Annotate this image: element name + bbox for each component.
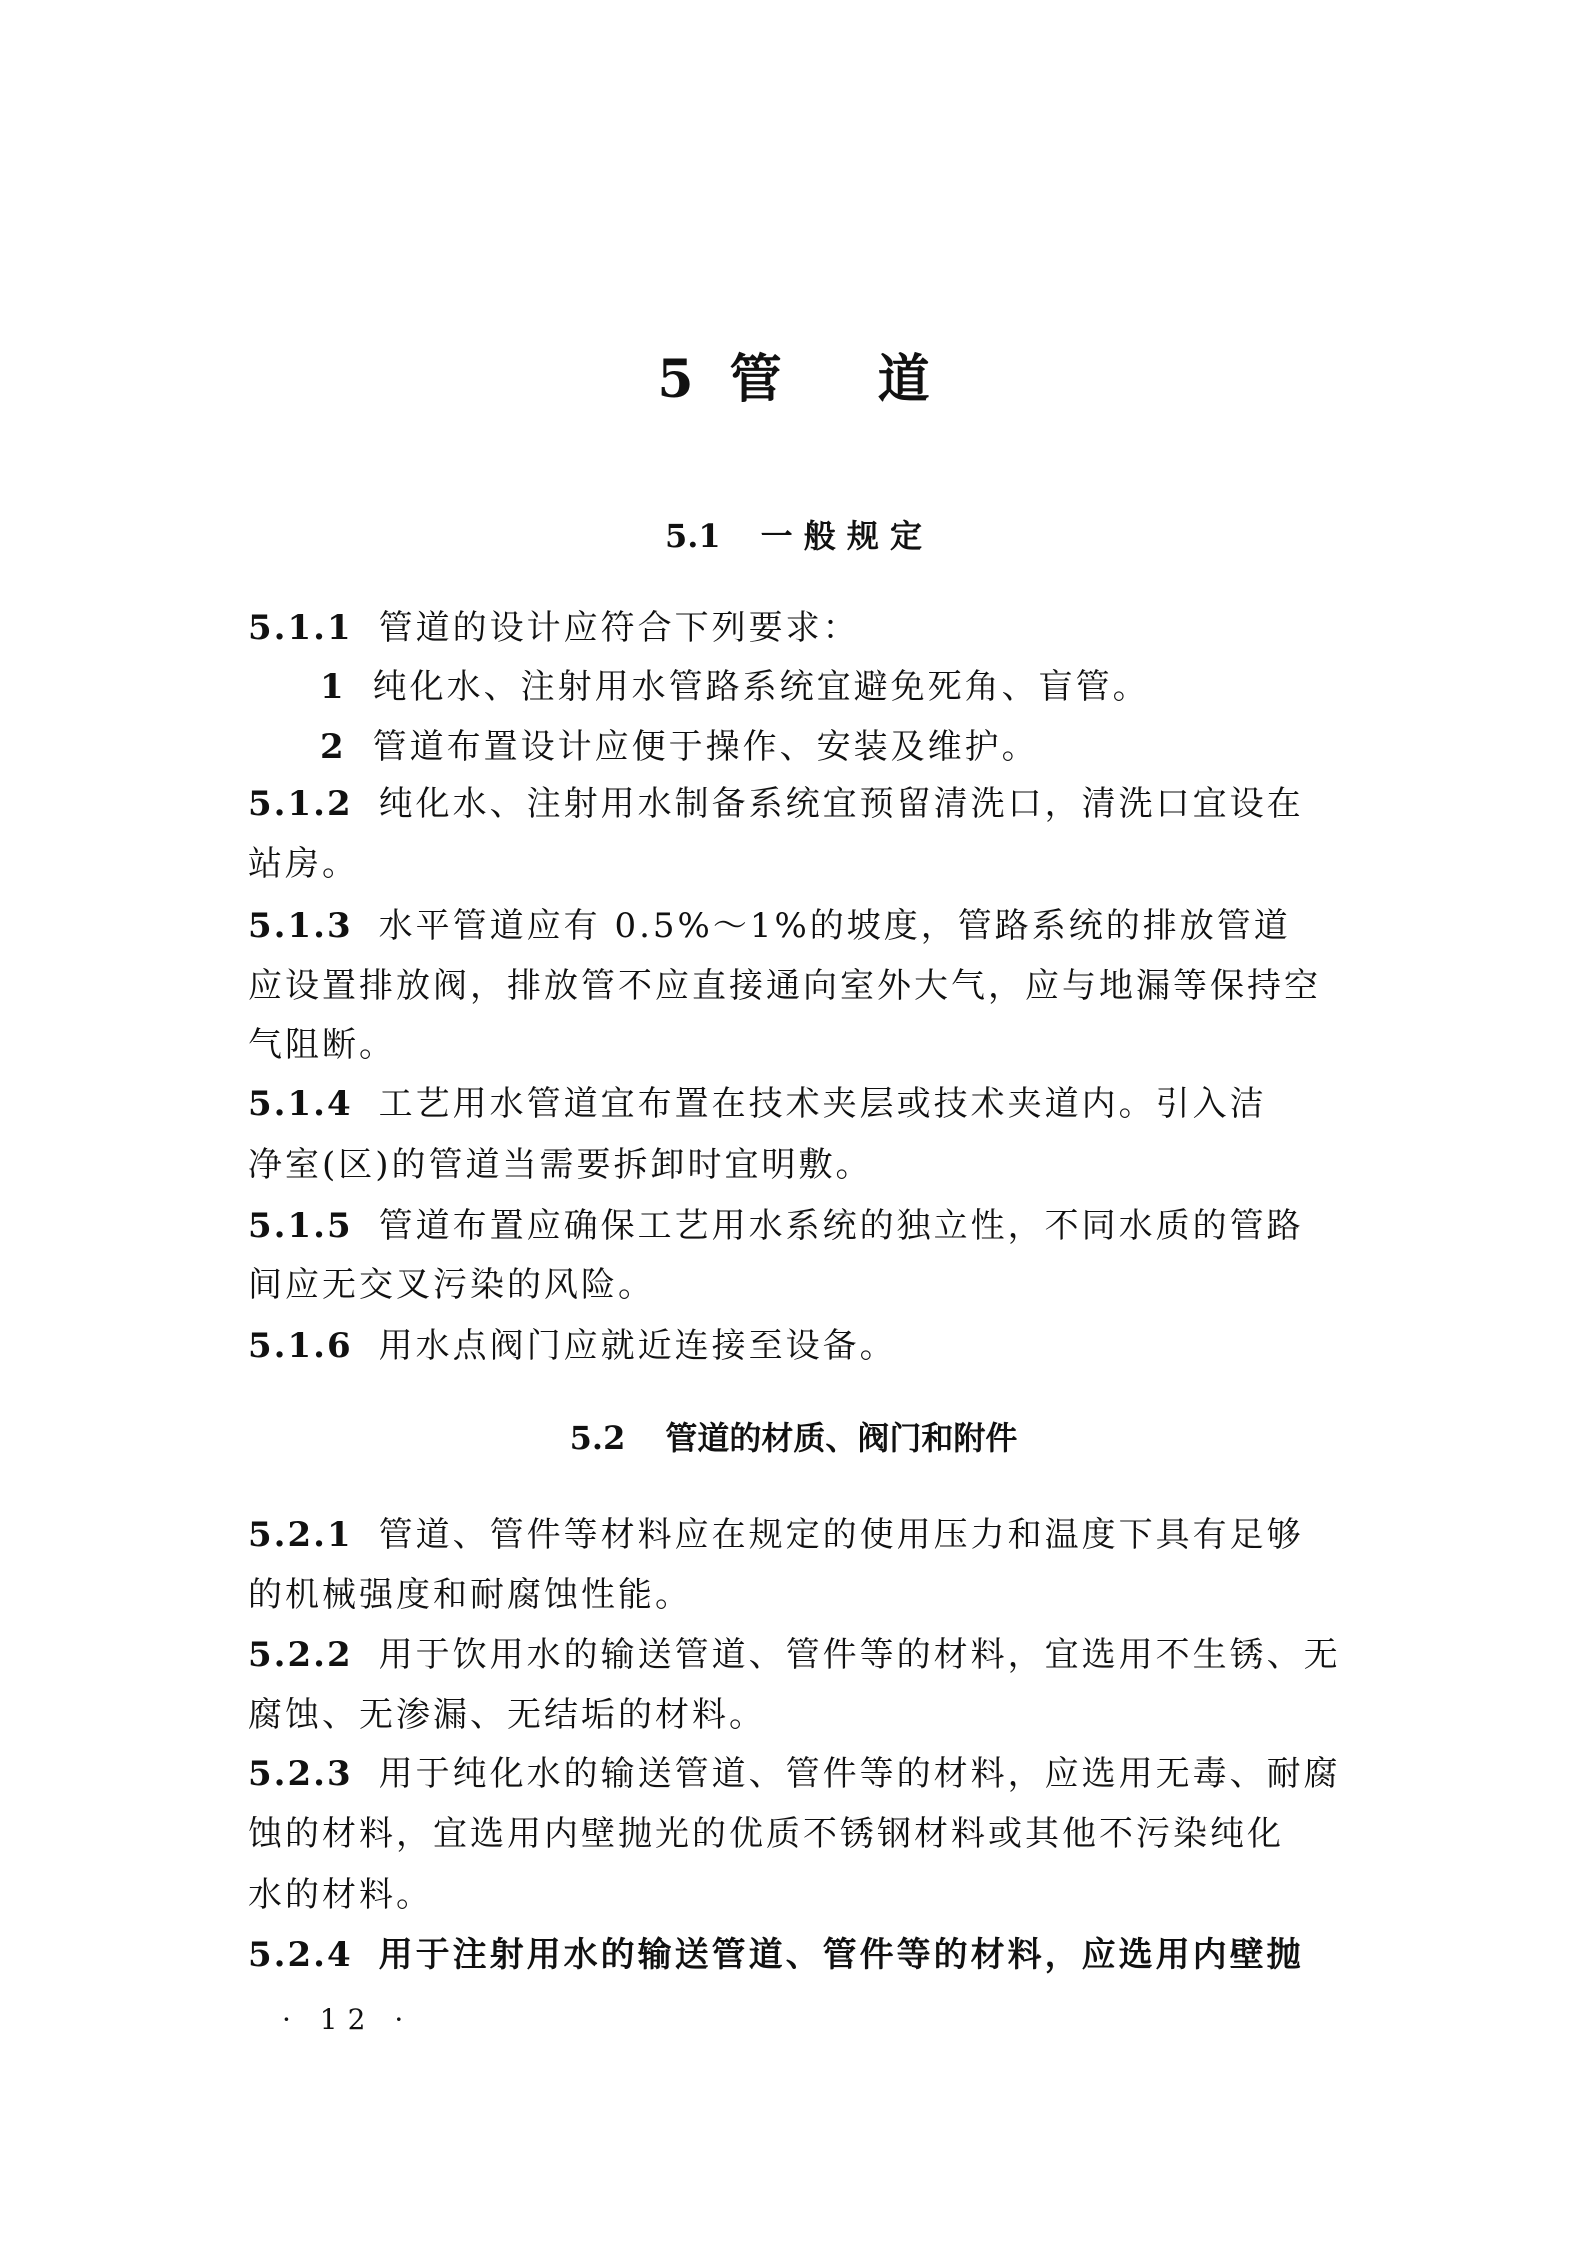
clause-number: 5.2.3: [248, 1754, 353, 1794]
section-number: 5.2: [569, 1419, 626, 1457]
clause-continuation: 气阻断。: [248, 1025, 396, 1065]
section-title-5-2: [0, 1415, 1587, 1461]
clause-5-2-4: [248, 1932, 1360, 1978]
clause-5-1-1: [248, 605, 1360, 651]
clause-continuation: 应设置排放阀，排放管不应直接通向室外大气，应与地漏等保持空: [248, 966, 1321, 1006]
chapter-title-word-1: 管: [729, 349, 782, 410]
clause-text: 管道、管件等材料应在规定的使用压力和温度下具有足够: [378, 1515, 1304, 1555]
clause-5-2-1: [248, 1512, 1360, 1558]
chapter-title-word-2: 道: [877, 349, 930, 410]
page-number: · 12 ·: [282, 2003, 414, 2036]
section-title-5-1: [0, 513, 1587, 559]
clause-text: 水平管道应有 0.5%～1%的坡度，管路系统的排放管道: [378, 906, 1291, 946]
clause-number: 5.2.2: [248, 1635, 353, 1675]
item-text: 纯化水、注射用水管路系统宜避免死角、盲管。: [372, 667, 1150, 707]
chapter-number: 5: [657, 349, 694, 410]
clause-continuation: 蚀的材料，宜选用内壁抛光的优质不锈钢材料或其他不污染纯化: [248, 1814, 1284, 1854]
clause-text: 管道布置应确保工艺用水系统的独立性，不同水质的管路: [378, 1206, 1304, 1246]
clause-text: 用于纯化水的输送管道、管件等的材料，应选用无毒、耐腐: [378, 1754, 1341, 1794]
clause-text: 工艺用水管道宜布置在技术夹层或技术夹道内。引入洁: [378, 1084, 1267, 1124]
clause-number: 5.1.6: [248, 1326, 353, 1366]
clause-5-2-3: [248, 1751, 1360, 1797]
item-number: 2: [320, 727, 347, 767]
clause-continuation: 间应无交叉污染的风险。: [248, 1265, 655, 1305]
clause-text: 纯化水、注射用水制备系统宜预留清洗口，清洗口宜设在: [378, 784, 1304, 824]
chapter-title: [0, 345, 1587, 415]
item-number: 1: [320, 667, 347, 707]
clause-5-2-2: [248, 1632, 1360, 1678]
clause-continuation: 站房。: [248, 844, 359, 884]
clause-continuation: 腐蚀、无渗漏、无结垢的材料。: [248, 1695, 766, 1735]
clause-continuation: 的机械强度和耐腐蚀性能。: [248, 1575, 692, 1615]
clause-5-1-2: [248, 781, 1360, 827]
clause-text: 管道的设计应符合下列要求：: [378, 608, 860, 648]
clause-5-1-5: [248, 1203, 1360, 1249]
section-title-text: 一 般 规 定: [760, 517, 923, 555]
clause-continuation: 水的材料。: [248, 1875, 433, 1915]
clause-number: 5.2.4: [248, 1935, 353, 1975]
clause-number: 5.1.5: [248, 1206, 353, 1246]
list-item: [320, 724, 1432, 770]
clause-5-1-4: [248, 1081, 1360, 1127]
clause-number: 5.2.1: [248, 1515, 353, 1555]
clause-number: 5.1.2: [248, 784, 353, 824]
clause-text: 用水点阀门应就近连接至设备。: [378, 1326, 897, 1366]
clause-number: 5.1.3: [248, 906, 353, 946]
clause-continuation: 净室(区)的管道当需要拆卸时宜明敷。: [248, 1145, 873, 1185]
item-text: 管道布置设计应便于操作、安装及维护。: [372, 727, 1039, 767]
clause-text: 用于饮用水的输送管道、管件等的材料，宜选用不生锈、无: [378, 1635, 1341, 1675]
clause-number: 5.1.4: [248, 1084, 353, 1124]
section-title-text: 管道的材质、阀门和附件: [665, 1419, 1018, 1457]
clause-text: 用于注射用水的输送管道、管件等的材料，应选用内壁抛: [378, 1935, 1304, 1975]
clause-number: 5.1.1: [248, 608, 353, 648]
list-item: [320, 664, 1432, 710]
clause-5-1-6: [248, 1323, 1360, 1369]
section-number: 5.1: [664, 517, 721, 555]
clause-5-1-3: [248, 903, 1360, 949]
